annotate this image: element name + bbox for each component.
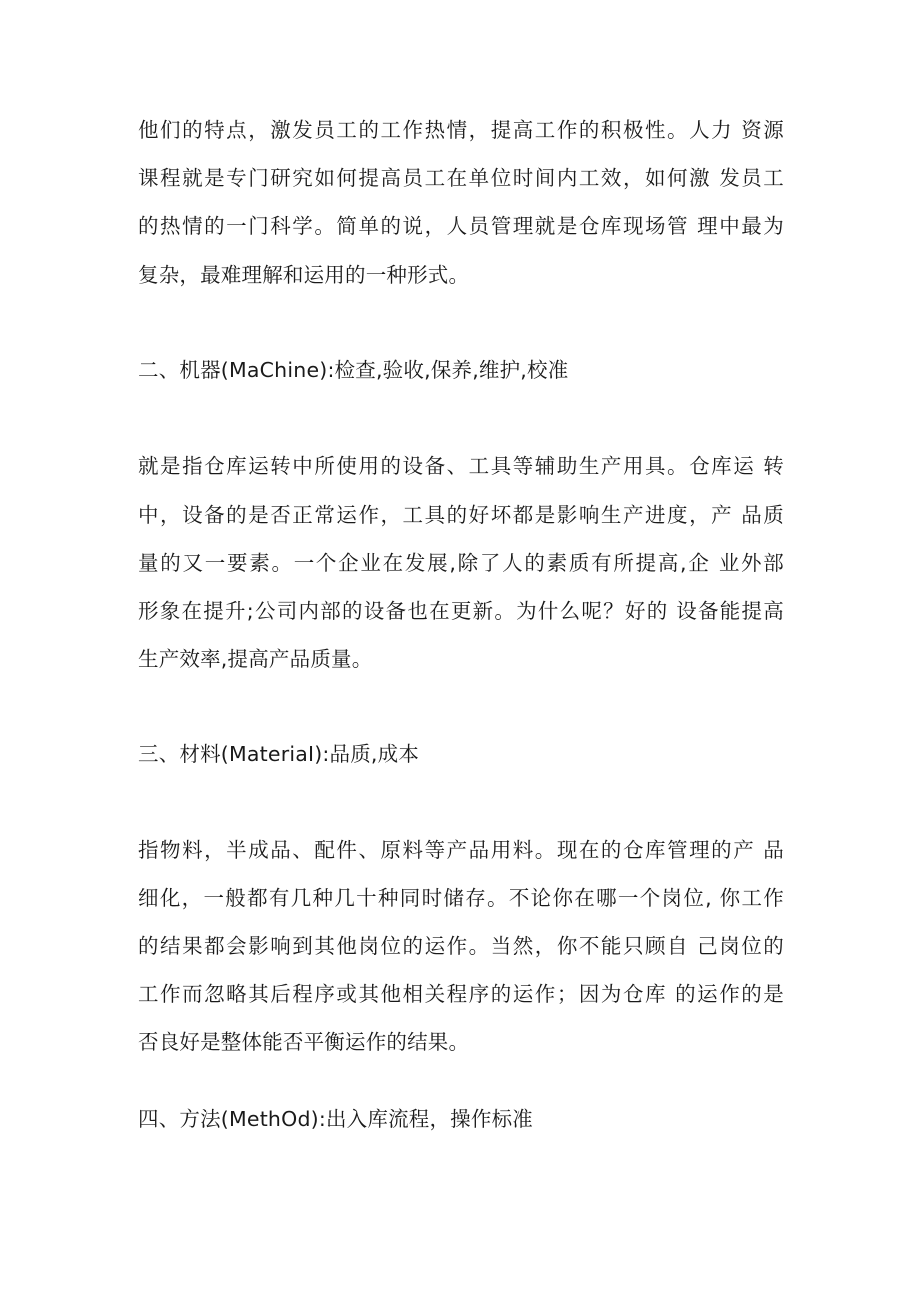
section-heading-machine: 二、机器(MaChine):检查,验收,保养,维护,校准 [138,358,569,382]
section-heading-method: 四、方法(MethOd):出入库流程，操作标准 [138,1107,533,1131]
section-heading-material: 三、材料(MateriaI):品质,成本 [138,742,420,766]
paragraph-2-line-2: 中，设备的是否正常运作，工具的好坏都是影响生产进度，产 品质 [138,503,784,527]
paragraph-3-line-1: 指物料，半成品、配件、原料等产品用料。现在的仓库管理的产 品 [138,838,784,862]
paragraph-1-line-4: 复杂，最难理解和运用的一种形式。 [138,263,470,287]
paragraph-2-line-3: 量的又一要素。一个企业在发展,除了人的素质有所提高,企 业外部 [138,551,784,575]
paragraph-3-line-3: 的结果都会影响到其他岗位的运作。当然，你不能只顾自 己岗位的 [138,934,784,958]
paragraph-2-line-1: 就是指仓库运转中所使用的设备、工具等辅助生产用具。仓库运 转 [138,454,784,478]
paragraph-1-line-3: 的热情的一门科学。简单的说，人员管理就是仓库现场管 理中最为 [138,214,784,238]
paragraph-3-line-4: 工作而忽略其后程序或其他相关程序的运作；因为仓库 的运作的是 [138,982,784,1006]
paragraph-3-line-2: 细化，一般都有几种几十种同时储存。不论你在哪一个岗位, 你工作 [138,886,784,910]
paragraph-1-line-2: 课程就是专门研究如何提高员工在单位时间内工效，如何激 发员工 [138,166,784,190]
paragraph-2-line-5: 生产效率,提高产品质量。 [138,647,373,671]
paragraph-1-line-1: 他们的特点，激发员工的工作热情，提高工作的积极性。人力 资源 [138,118,784,142]
paragraph-3-line-5: 否良好是整体能否平衡运作的结果。 [138,1030,470,1054]
paragraph-2-line-4: 形象在提升;公司内部的设备也在更新。为什么呢？好的 设备能提高 [138,599,784,623]
